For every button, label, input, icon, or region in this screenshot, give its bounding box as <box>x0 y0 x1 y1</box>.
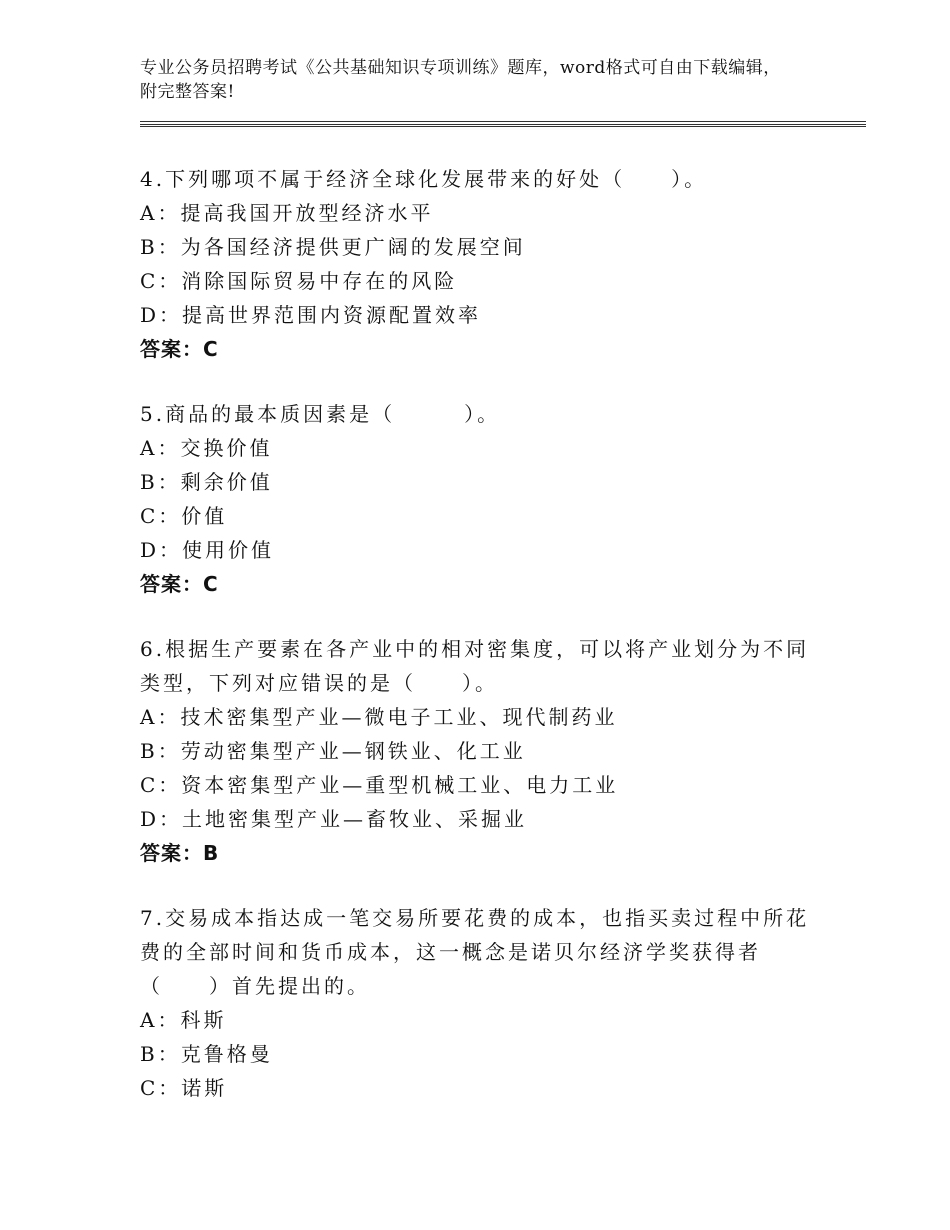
question-stem: 6.根据生产要素在各产业中的相对密集度，可以将产业划分为不同类型，下列对应错误的是（ ）。 <box>140 637 810 695</box>
answer: 答案：C <box>140 337 219 361</box>
option-a: A：科斯 <box>140 1008 227 1032</box>
option-d: D：土地密集型产业—畜牧业、采掘业 <box>140 807 528 831</box>
answer: 答案：C <box>140 572 219 596</box>
question-7 <box>140 901 810 1105</box>
question-stem: 5.商品的最本质因素是（ ）。 <box>140 402 501 426</box>
option-b: B：劳动密集型产业—钢铁业、化工业 <box>140 739 526 763</box>
option-a: A：交换价值 <box>140 436 273 460</box>
answer: 答案：B <box>140 841 220 865</box>
question-list <box>140 162 810 1136</box>
option-a: A：提高我国开放型经济水平 <box>140 201 434 225</box>
option-b: B：剩余价值 <box>140 470 273 494</box>
option-a: A：技术密集型产业—微电子工业、现代制药业 <box>140 705 618 729</box>
header-divider <box>140 121 866 122</box>
header-divider <box>140 124 866 125</box>
option-c: C：消除国际贸易中存在的风险 <box>140 269 458 293</box>
option-c: C：价值 <box>140 504 228 528</box>
option-c: C：资本密集型产业—重型机械工业、电力工业 <box>140 773 619 797</box>
header-divider <box>140 126 866 127</box>
option-b: B：克鲁格曼 <box>140 1042 273 1066</box>
document-header <box>140 56 790 104</box>
question-6 <box>140 632 810 870</box>
question-stem: 7.交易成本指达成一笔交易所要花费的成本，也指买卖过程中所花费的全部时间和货币成本，这一概念是诺贝尔经济学奖获得者（ ）首先提出的。 <box>140 906 810 998</box>
header-text: 专业公务员招聘考试《公共基础知识专项训练》题库，word格式可自由下载编辑，附完整答案! <box>140 58 781 102</box>
option-c: C：诺斯 <box>140 1076 228 1100</box>
question-stem: 4.下列哪项不属于经济全球化发展带来的好处（ ）。 <box>140 167 708 191</box>
option-b: B：为各国经济提供更广阔的发展空间 <box>140 235 526 259</box>
question-5 <box>140 397 810 601</box>
question-4 <box>140 162 810 366</box>
option-d: D：使用价值 <box>140 538 275 562</box>
option-d: D：提高世界范围内资源配置效率 <box>140 303 482 327</box>
